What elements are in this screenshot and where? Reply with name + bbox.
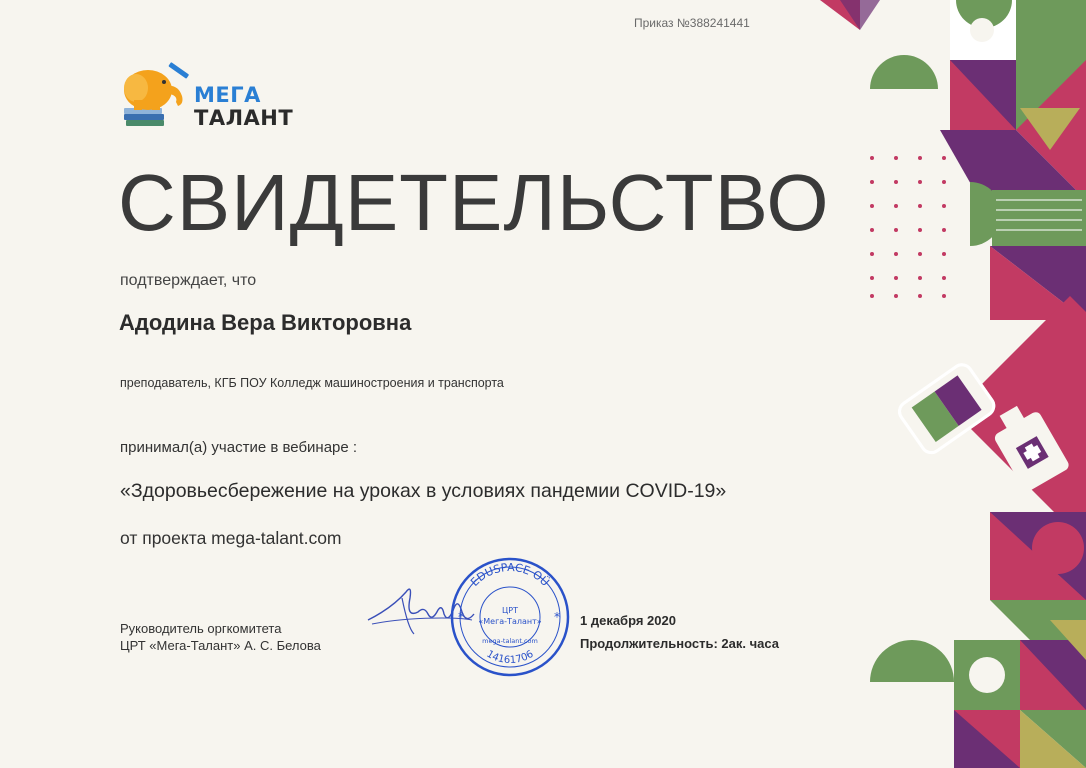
logo-line-1: МЕГА [194,83,261,107]
svg-text:*: * [458,610,464,624]
confirms-text: подтверждает, что [120,272,257,289]
geometric-decoration [820,0,1086,768]
duration: Продолжительность: 2ак. часа [580,636,779,651]
issue-date: 1 декабря 2020 [580,613,676,628]
logo-line-2: ТАЛАНТ [194,106,294,130]
svg-text:*: * [554,610,560,624]
order-number: Приказ №388241441 [634,16,750,30]
recipient-name: Адодина Вера Викторовна [119,310,412,335]
webinar-title: «Здоровьесбережение на уроках в условиях пандемии COVID-19» [120,480,727,502]
project-text: от проекта mega-talant.com [120,528,342,548]
elephant-logo-icon [116,62,196,132]
stamp-center-line-1: ЦРТ [502,606,518,615]
signer-line-2: ЦРТ «Мега-Талант» А. С. Белова [120,638,321,653]
document-title: СВИДЕТЕЛЬСТВО [118,158,830,247]
stamp-outer-text: EDUSPACE OÜ [468,560,552,589]
recipient-position: преподаватель, КГБ ПОУ Колледж машиностроения и транспорта [120,376,504,390]
stamp-code: 14161706 [484,648,536,667]
svg-text:EDUSPACE OÜ [468,561,552,589]
official-stamp [448,555,572,679]
signer-line-1: Руководитель оргкомитета [120,621,282,636]
participation-text: принимал(а) участие в вебинаре : [120,439,358,456]
signer-block [120,620,321,654]
stamp-site: mega-talant.com [482,637,538,645]
mega-talant-logo [116,62,306,132]
stamp-center-line-2: «Мега-Талант» [478,617,542,626]
